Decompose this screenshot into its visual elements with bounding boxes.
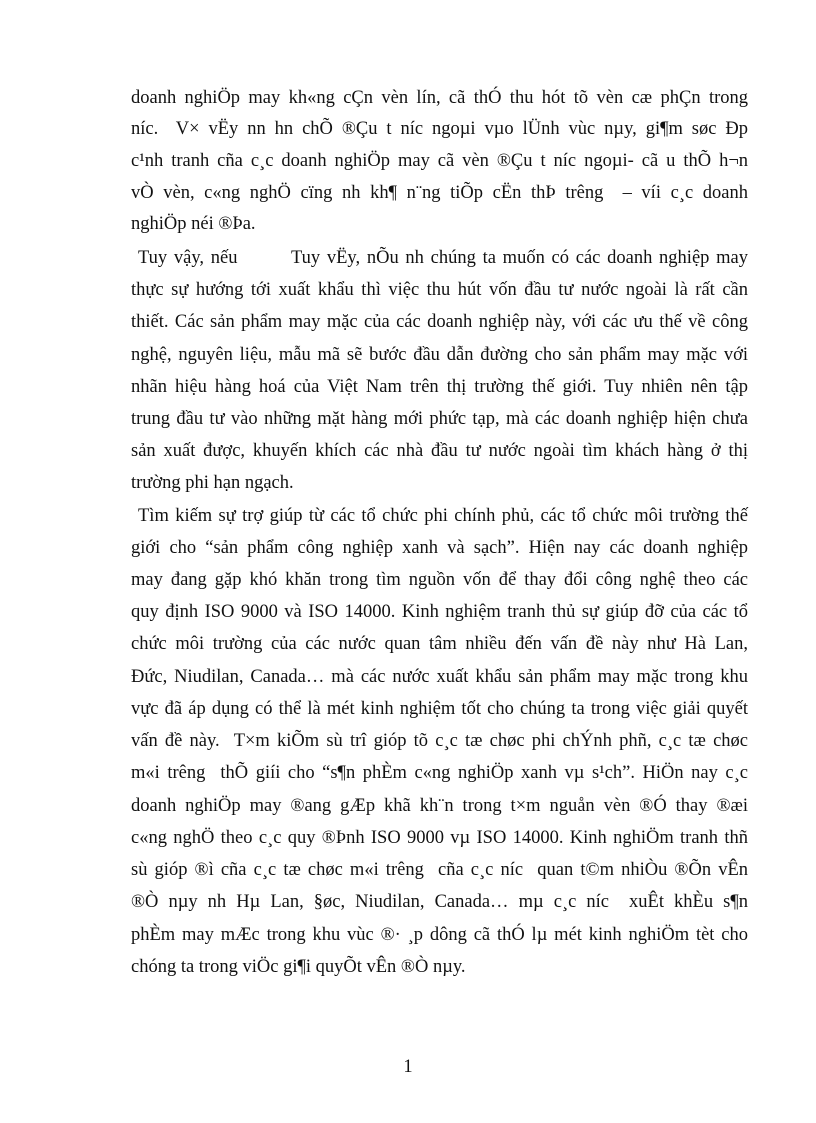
text-line: nhãn hiệu hàng hoá của Việt Nam trên thị trường thế giới. Tuy nhiên nên tập	[131, 377, 748, 397]
text-line: nghệ, nguyên liệu, mẫu mã sẽ bước đầu dẫn đường cho sản phẩm may mặc với	[131, 345, 748, 365]
text-line: sù gióp ®ì cña c¸c tæ chøc m«i trêng cña c¸c níc quan t©m nhiÒu ®Õn vÊn	[131, 860, 748, 880]
text-line: Tìm kiếm sự trợ giúp từ các tổ chức phi chính phủ, các tổ chức môi trường thế	[138, 506, 748, 526]
text-line: phÈm may mÆc trong khu vùc ®· ¸p dông cã thÓ lµ mét kinh nghiÖm tèt cho	[131, 925, 748, 945]
text-line: vÒ vèn, c«ng nghÖ cïng nh kh¶ n¨ng tiÕp cËn thÞ trêng – víi c¸c doanh	[131, 183, 748, 203]
text-line: chóng ta trong viÖc gi¶i quyÕt vÊn ®Ò nµy.	[131, 957, 466, 977]
text-line: vực đã áp dụng có thể là mét kinh nghiệm tốt cho chúng ta trong việc giải quyết	[131, 699, 748, 719]
text-line: trung đầu tư vào những mặt hàng mới phức tạp, mà các doanh nghiệp hiện chưa	[131, 409, 748, 429]
text-line: thực sự hướng tới xuất khẩu thì việc thu hút vốn đầu tư nước ngoài là rất cần	[131, 280, 748, 300]
text-line: doanh nghiÖp may ®ang gÆp khã kh¨n trong t×m nguån vèn ®Ó thay ®æi	[131, 796, 748, 816]
text-line: sản xuất được, khuyến khích các nhà đầu tư nước ngoài tìm khách hàng ở thị	[131, 441, 748, 461]
text-line: nghiÖp néi ®Þa.	[131, 214, 256, 234]
text-line: doanh nghiÖp may kh«ng cÇn vèn lín, cã thÓ thu hót tõ vèn cæ phÇn trong	[131, 88, 748, 108]
page-number: 1	[403, 1057, 413, 1077]
text-line: giới cho “sản phẩm công nghiệp xanh và sạch”. Hiện nay các doanh nghiệp	[131, 538, 748, 558]
text-line: Tuy vậy, nếu Tuy vËy, nÕu nh chúng ta muốn có các doanh nghiệp may	[138, 248, 748, 268]
text-line: chức môi trường của các nước quan tâm nhiều đến vấn đề này như Hà Lan,	[131, 634, 748, 654]
text-line: thiết. Các sản phẩm may mặc của các doanh nghiệp này, với các ưu thế về công	[131, 312, 748, 332]
text-line: quy định ISO 9000 và ISO 14000. Kinh nghiệm tranh thủ sự giúp đỡ của các tổ	[131, 602, 748, 622]
text-line: c«ng nghÖ theo c¸c quy ®Þnh ISO 9000 vµ ISO 14000. Kinh nghiÖm tranh thñ	[131, 828, 748, 848]
text-line: m«i trêng thÕ giíi cho “s¶n phÈm c«ng nghiÖp xanh vµ s¹ch”. HiÖn nay c¸c	[131, 763, 748, 783]
text-line: may đang gặp khó khăn trong tìm nguồn vốn để thay đổi công nghệ theo các	[131, 570, 748, 590]
text-line: vấn đề này. T×m kiÕm sù trî gióp tõ c¸c tæ chøc phi chÝnh phñ, c¸c tæ chøc	[131, 731, 748, 751]
text-line: ®Ò nµy nh Hµ Lan, §øc, Niudilan, Canada… mµ c¸c níc xuÊt khÈu s¶n	[131, 892, 748, 912]
text-line: níc. V× vËy nn hn chÕ ®Çu t níc ngoµi vµo lÜnh vùc nµy, gi¶m søc Ðp	[131, 119, 748, 139]
text-line: Đức, Niudilan, Canada… mà các nước xuất khẩu sản phẩm may mặc trong khu	[131, 667, 748, 687]
text-line: c¹nh tranh cña c¸c doanh nghiÖp may cã vèn ®Çu t níc ngoµi- cã u thÕ h¬n	[131, 151, 748, 171]
text-line: trường phi hạn ngạch.	[131, 473, 294, 493]
